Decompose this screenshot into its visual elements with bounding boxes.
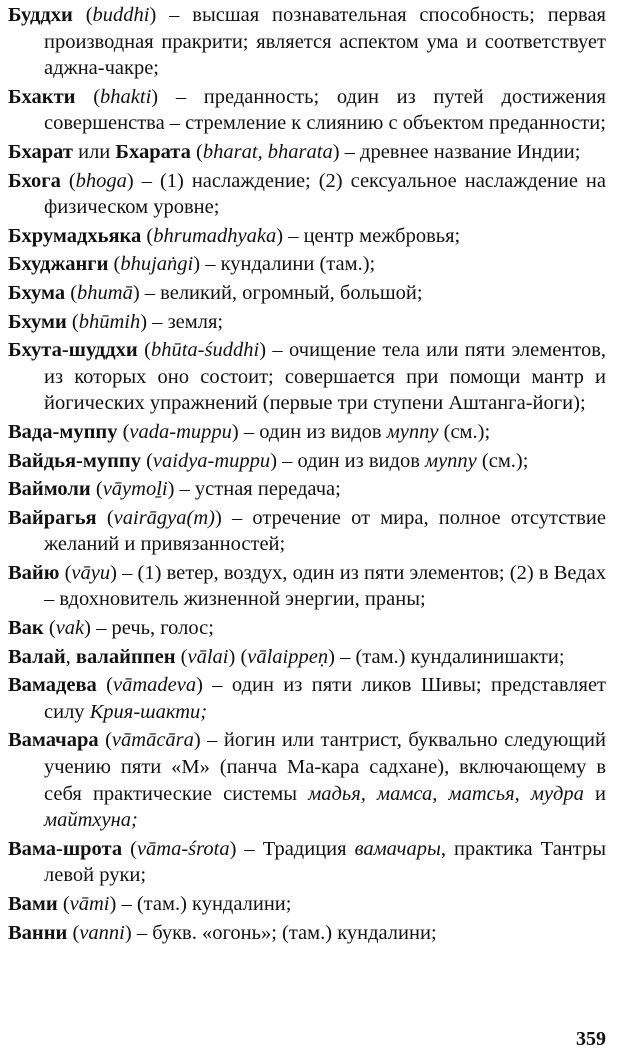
entry-crossref-2: майтхуна; [44, 809, 138, 832]
entry-definition: – высшая познавательная способность; первая производная пракрити; является аспектом ума и соответствует аджна-чакре; [44, 4, 606, 80]
entry-transliteration: vāymoḻi [102, 478, 168, 501]
entry-term: Вада-муппу [8, 420, 118, 443]
entry-definition-cont: (см.); [476, 449, 529, 472]
entry-crossref: мадья, мамса, матсья, мудра [308, 782, 584, 805]
entry-definition: – очищение тела или пяти элементов, из которых оно состоит; совершается при помощи мантр и йогических упражнений (первые три ступени Аштанга-йоги); [44, 339, 607, 415]
page-number: 359 [576, 1028, 606, 1050]
glossary-entry: Бхуджанги (bhujaṅgi) – кундалини (там.); [8, 253, 376, 276]
entry-term: Бхога [8, 169, 61, 192]
glossary-entry: Вамачара (vāmācāra) – йогин или тантрист, буквально следующий учению пяти «М» (панча Ма-кара садхане), включающему в себя практические системы мадья, мамса, матсья, мудра и майтхуна; [8, 729, 606, 832]
entry-definition: – (1) ветер, воздух, один из пяти элементов; (2) в Ведах – вдохновитель жизненной энергии, праны; [44, 561, 606, 611]
entry-term: Бхуми [8, 310, 67, 333]
glossary-entry: Бхуми (bhūmih) – земля; [8, 310, 224, 333]
entry-transliteration: bhūmih [78, 310, 141, 333]
entry-definition: – отречение от мира, полное отсутствие желаний и привязанностей; [44, 506, 607, 556]
glossary-entry: Ваймоли (vāymoḻi) – устная передача; [8, 478, 341, 501]
glossary-entry: Бхрумадхьяка (bhrumadhyaka) – центр межбровья; [8, 224, 461, 247]
entry-transliteration: bhakti [100, 85, 152, 108]
entry-transliteration: vāma-śrota [136, 837, 230, 860]
entry-definition: – центр межбровья; [283, 224, 461, 247]
glossary-entry: Бхога (bhoga) – (1) наслаждение; (2) сексуальное наслаждение на физическом уровне; [8, 169, 607, 219]
entry-definition-cont: , практика Тантры левой руки; [44, 837, 606, 887]
entry-transliteration: bharat, bharata [202, 140, 333, 163]
entry-term: Ванни [8, 921, 68, 944]
entry-term: Вайдья-муппу [8, 449, 141, 472]
entry-term: Вайю [8, 561, 60, 584]
entry-transliteration: vāyu [71, 561, 111, 584]
entry-definition: – древнее название Индии; [339, 140, 581, 163]
entry-term: Бхута-шуддхи [8, 339, 138, 362]
entry-transliteration: vak [55, 617, 85, 640]
glossary-entry: Вайрагья (vairāgya(m)) – отречение от мира, полное отсутствие желаний и привязанностей; [8, 506, 607, 556]
entry-transliteration: buddhi [92, 4, 150, 26]
entry-transliteration: bhūta-śuddhi [150, 339, 260, 362]
entry-transliteration: bhoga [75, 169, 127, 192]
glossary-entry: Ванни (vanni) – букв. «огонь»; (там.) кундалини; [8, 921, 437, 944]
entry-term: Бхума [8, 281, 66, 304]
glossary-entry: Вама-шрота (vāma-śrota) – Традиция вамачары, практика Тантры левой руки; [8, 837, 606, 887]
entry-definition: – один из пяти ликов Шивы; представляет силу [44, 674, 607, 723]
entry-term-alt: Бхарата [115, 140, 191, 163]
entry-definition: – (там.) кундалини; [116, 893, 292, 915]
glossary-entry: Вайдья-муппу (vaidya-muppu) – один из видов муппу (см.); [8, 449, 529, 472]
entry-transliteration: vanni [79, 921, 125, 944]
entry-definition: – один из видов [238, 420, 387, 443]
entry-transliteration: vāmācāra [111, 729, 194, 752]
entry-term: Вак [8, 617, 44, 640]
entry-definition: – преданность; один из путей достижения совершенства – стремление к слиянию с объектом преданности; [44, 85, 606, 135]
entry-term: Бхарат [8, 140, 73, 163]
entry-transliteration: bhujaṅgi [120, 253, 194, 276]
entry-definition-cont: и [583, 782, 606, 805]
entry-term: Вама-шрота [8, 837, 123, 860]
entry-term-alt: валайппен [75, 645, 176, 668]
entry-transliteration: vada-muppu [129, 420, 232, 443]
glossary-entry: Вада-муппу (vada-muppu) – один из видов муппу (см.); [8, 420, 491, 443]
glossary-entry: Валай, валайппен (vālai) (vālaippeṇ) – (там.) кундалинишакти; [8, 645, 565, 668]
entry-transliteration: vāmi [69, 893, 110, 915]
entry-term: Бхрумадхьяка [8, 224, 142, 247]
entry-transliteration: bhrumadhyaka [153, 224, 277, 247]
entry-connector: или [72, 140, 116, 163]
entry-definition: – устная передача; [174, 478, 341, 501]
entry-term: Вами [8, 893, 58, 915]
entry-crossref: Крия-шакти; [89, 700, 208, 723]
glossary-entry: Бхакти (bhakti) – преданность; один из путей достижения совершенства – стремление к слиянию с объектом преданности; [8, 85, 606, 135]
glossary-entry: Вайю (vāyu) – (1) ветер, воздух, один из пяти элементов; (2) в Ведах – вдохновитель жизненной энергии, праны; [8, 561, 606, 611]
glossary-entry: Вак (vak) – речь, голос; [8, 617, 214, 640]
entry-term: Ваймоли [8, 478, 91, 501]
entry-crossref: муппу [425, 449, 477, 472]
entry-definition: – йогин или тантрист, буквально следующий учению пяти «М» (панча Ма-кара садхане), включающему в себя практические системы [44, 729, 606, 805]
glossary-entry: Бхарат или Бхарата (bharat, bharata) – древнее название Индии; [8, 140, 581, 163]
entry-definition: – великий, огромный, большой; [139, 281, 423, 304]
entry-definition: – букв. «огонь»; (там.) кундалини; [131, 921, 437, 944]
entry-connector: , [65, 645, 76, 668]
entry-definition: – земля; [147, 310, 224, 333]
entry-crossref: вамачары [354, 837, 441, 860]
entry-crossref: муппу [386, 420, 439, 443]
entry-term: Валай [8, 645, 66, 668]
glossary-entry: Бхута-шуддхи (bhūta-śuddhi) – очищение тела или пяти элементов, из которых оно состоит; совершается при помощи мантр и йогических упражнений (первые три ступени Аштанга-йоги); [8, 339, 607, 415]
entry-definition: – (там.) кундалинишакти; [334, 645, 565, 668]
entry-definition-cont: (см.); [438, 420, 491, 443]
entry-definition: – речь, голос; [90, 617, 214, 640]
glossary-entries [8, 2, 606, 948]
entry-term: Бхуджанги [8, 253, 109, 276]
entry-definition: – (1) наслаждение; (2) сексуальное наслаждение на физическом уровне; [44, 169, 607, 219]
entry-transliteration: vāmadeva [113, 674, 197, 697]
entry-definition: – один из видов [277, 449, 425, 472]
entry-term: Бхакти [8, 85, 76, 108]
entry-transliteration: vālai [187, 645, 229, 668]
entry-term: Вамадева [8, 674, 97, 697]
entry-term: Вамачара [8, 729, 99, 752]
entry-transliteration: vairāgya(m) [113, 506, 215, 529]
entry-term: Вайрагья [8, 506, 97, 529]
entry-transliteration-alt: vālaippeṇ [247, 645, 329, 668]
entry-definition: – Традиция [236, 837, 355, 860]
entry-transliteration: vaidya-muppu [152, 449, 271, 472]
glossary-entry: Вами (vāmi) – (там.) кундалини; [8, 893, 292, 915]
glossary-entry: Вамадева (vāmadeva) – один из пяти ликов Шивы; представляет силу Крия-шакти; [8, 674, 607, 723]
entry-definition: – кундалини (там.); [200, 253, 376, 276]
entry-transliteration: bhumā [77, 281, 133, 304]
glossary-entry: Бхума (bhumā) – великий, огромный, большой; [8, 281, 423, 304]
entry-term: Буддхи [8, 4, 73, 26]
glossary-entry: Буддхи (buddhi) – высшая познавательная способность; первая производная пракрити; является аспектом ума и соответствует аджна-чакре; [8, 4, 606, 80]
